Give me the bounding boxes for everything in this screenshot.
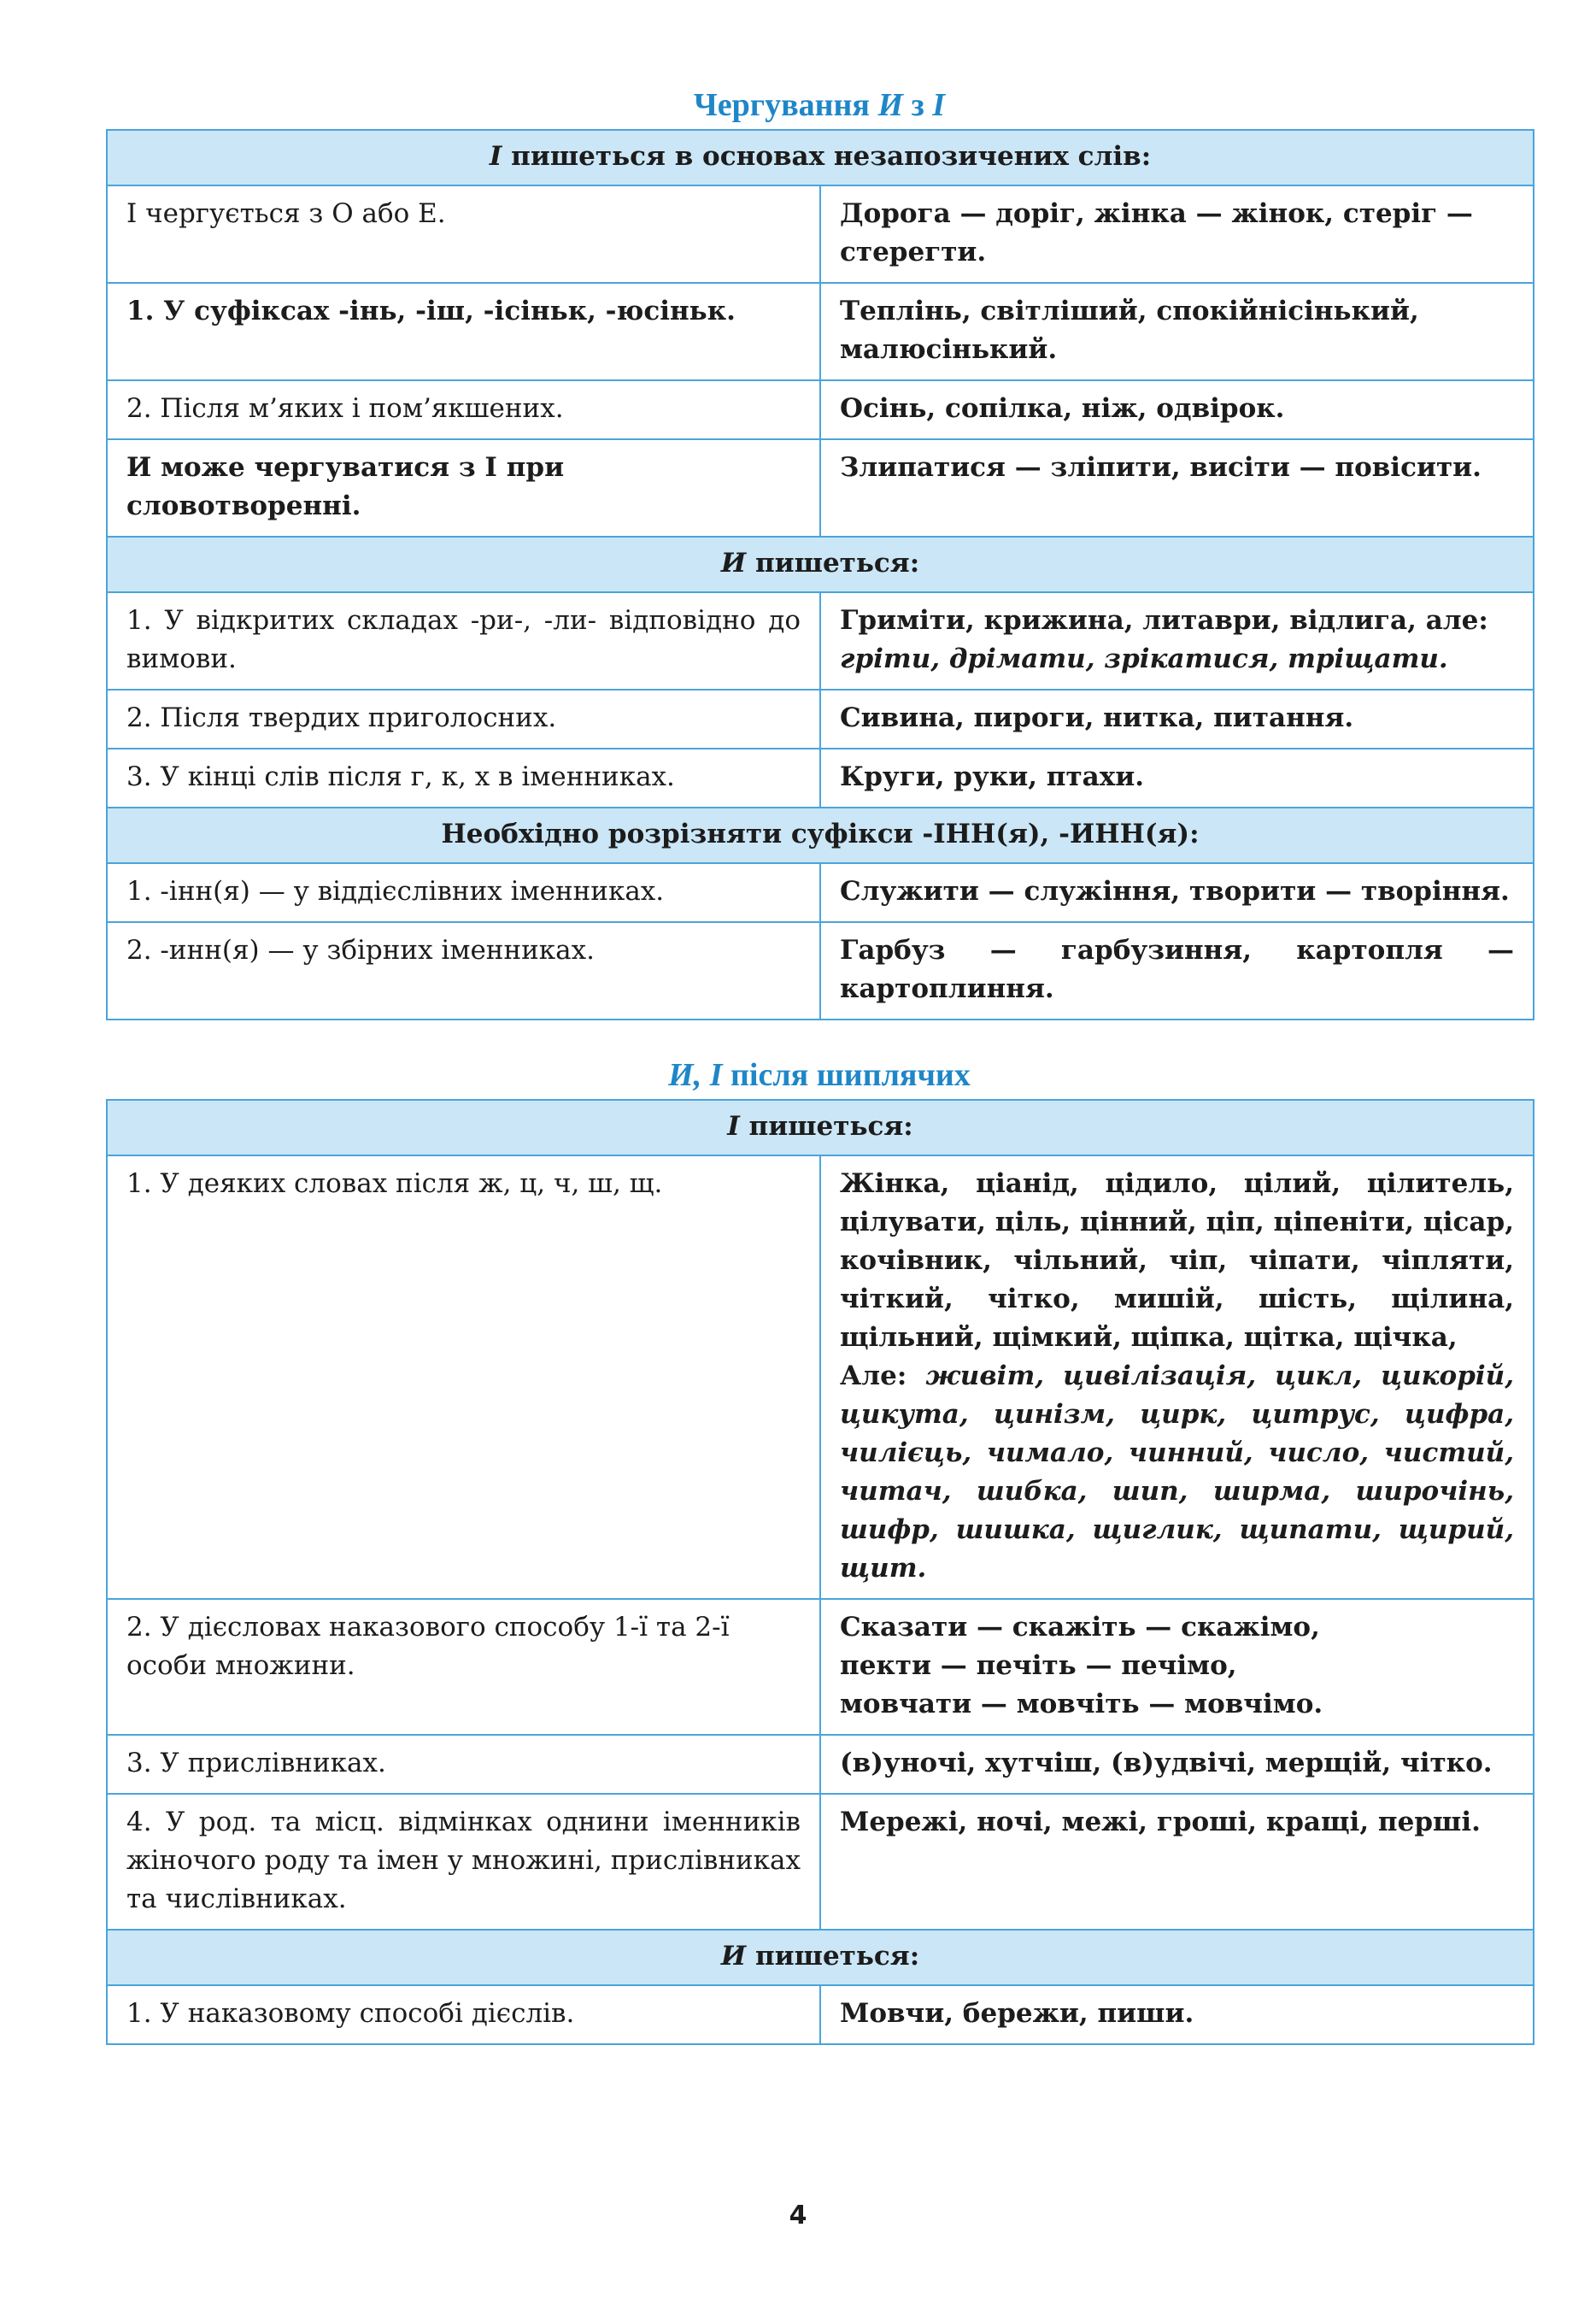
rule-cell: 2. -инн(я) — у збірних іменниках. [107,922,820,1020]
table-row [107,439,1534,537]
rule-cell: 1. У суфіксах -інь, -іш, -ісіньк, -юсіньк. [107,283,820,380]
example-cell: Служити — служіння, творити — творіння. [820,863,1534,922]
rule-cell: 1. У наказовому способі дієслів. [107,1985,820,2044]
rule-cell: 2. Після м’яких і пом’якшених. [107,380,820,439]
rule-cell: І чергується з О або Е. [107,185,820,283]
table-header-row [107,130,1534,185]
table-row [107,380,1534,439]
table-row [107,1599,1534,1735]
example-cell: Гриміти, крижина, литаври, відлига, але: гріти, дрімати, зрікатися, тріщати. [820,592,1534,690]
section-title-alternation: Чергування И з І [693,87,946,123]
example-cell: (в)уночі, хутчіш, (в)удвічі, мерщій, чітко. [820,1735,1534,1794]
rule-cell: 2. У дієсловах наказового способу 1-ї та 2-ї особи множини. [107,1599,820,1735]
example-cell: Сивина, пироги, нитка, питання. [820,690,1534,749]
table-header-row [107,1100,1534,1155]
table-header: І пишеться: [107,1100,1534,1155]
table-row [107,1735,1534,1794]
example-cell [820,1599,1534,1735]
page-content [106,81,1533,2045]
example-cell: Осінь, сопілка, ніж, одвірок. [820,380,1534,439]
example-cell: Теплінь, світліший, спокійнісінький, малюсінький. [820,283,1534,380]
sibilants-table [106,1099,1534,2045]
table-row [107,922,1534,1020]
example-line: пекти — печіть — печімо, [840,1650,1237,1681]
example-cell: Дорога — доріг, жінка — жінок, стеріг — стерегти. [820,185,1534,283]
table-row [107,185,1534,283]
example-cell: Круги, руки, птахи. [820,749,1534,808]
table-header: І пишеться в основах незапозичених слів: [107,130,1534,185]
table-row [107,863,1534,922]
table-row [107,749,1534,808]
table-row [107,1985,1534,2044]
table-row [107,283,1534,380]
table-row [107,690,1534,749]
rule-cell: 1. У відкритих складах -ри-, -ли- відповідно до вимови. [107,592,820,690]
example-cell: Мовчи, бережи, пиши. [820,1985,1534,2044]
table-row [107,1155,1534,1599]
rule-cell: 1. -інн(я) — у віддієслівних іменниках. [107,863,820,922]
table-header: И пишеться: [107,1930,1534,1985]
example-line: Сказати — скажіть — скажімо, [840,1612,1320,1643]
section-title-after-sibilants: И, І після шиплячих [668,1057,971,1093]
page-number: 4 [789,2201,807,2230]
example-line: мовчати — мовчіть — мовчімо. [840,1689,1323,1719]
table-header: И пишеться: [107,537,1534,592]
example-cell: Гарбуз — гарбузиння, картопля — картоплиння. [820,922,1534,1020]
rule-cell: 4. У род. та місц. відмінках однини іменників жіночого роду та імен у множині, прислівниках та числівниках. [107,1794,820,1930]
example-cell: Мережі, ночі, межі, гроші, кращі, перші. [820,1794,1534,1930]
rule-cell: 3. У прислівниках. [107,1735,820,1794]
table-header-row [107,1930,1534,1985]
table-header-row [107,808,1534,863]
table-header: Необхідно розрізняти суфікси -ІНН(я), -ИНН(я): [107,808,1534,863]
example-cell: Злипатися — зліпити, висіти — повісити. [820,439,1534,537]
table-row [107,592,1534,690]
rule-cell: 1. У деяких словах після ж, ц, ч, ш, щ. [107,1155,820,1599]
rule-cell: И може чергуватися з І при словотворенні. [107,439,820,537]
rule-cell: 3. У кінці слів після г, к, х в іменниках. [107,749,820,808]
example-cell: Жінка, ціанід, цідило, цілий, цілитель, цілувати, ціль, цінний, ціп, ціпеніти, цісар, кочівник, чільний, чіп, чіпати, чіпляти, чіткий, чітко, мишій, шість, щілина, щільний, щімкий, щіпка, щітка, щічка, Але: живіт, цивілізація, цикл, цикорій, цикута, цинізм, цирк, цитрус, цифра, чилієць, чимало, чинний, число, чистий, читач, шибка, шип, ширма, широчінь, шифр, шишка, щиглик, щипати, щирий, щит. [820,1155,1534,1599]
rule-cell: 2. Після твердих приголосних. [107,690,820,749]
table-row [107,1794,1534,1930]
alternation-table [106,129,1534,1020]
table-header-row [107,537,1534,592]
